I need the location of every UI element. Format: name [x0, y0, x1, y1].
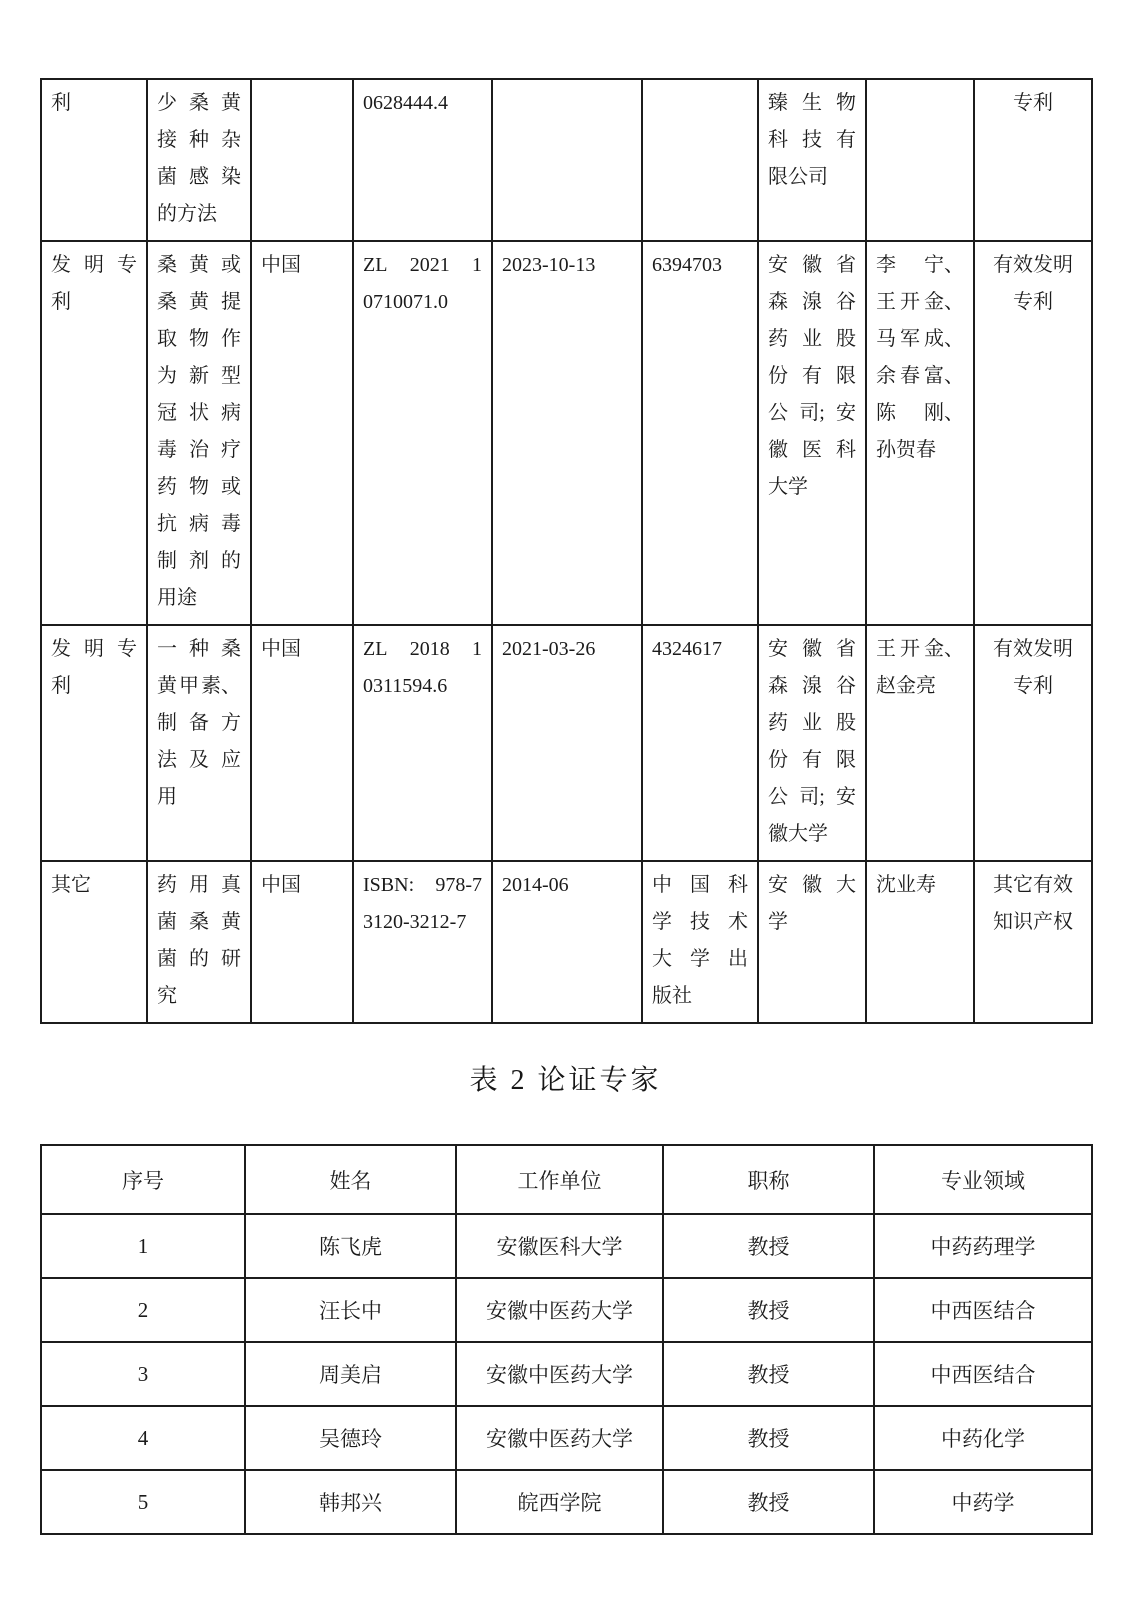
cell-line: 王 开 金、: [876, 291, 964, 313]
cell-line: 王 开 金、: [876, 638, 964, 660]
cell-line: 学 技 术: [652, 911, 748, 933]
cell-line: 利: [51, 675, 71, 697]
expert-row: [41, 1406, 1092, 1470]
expert-workunit-cell: 安徽中医药大学: [456, 1406, 663, 1470]
inventors-cell: [866, 861, 974, 1023]
cell-line: 2021-03-26: [502, 638, 596, 660]
date-cell: [492, 241, 642, 625]
cell-line: 一 种 桑: [157, 638, 241, 660]
status-cell: [974, 79, 1092, 241]
expert-workunit-cell: 安徽中医药大学: [456, 1342, 663, 1406]
cell-line: 抗 病 毒: [157, 513, 241, 535]
patent-type-cell: [41, 861, 147, 1023]
expert-title-cell: 教授: [663, 1406, 874, 1470]
cell-line: 中国: [261, 874, 301, 896]
cell-line: ISBN: 978-7: [363, 874, 482, 896]
cell-line: 菌 桑 黄: [157, 911, 241, 933]
cell-line: 利: [51, 291, 71, 313]
patent-type-cell: [41, 79, 147, 241]
cell-line: ZL 2018 1: [363, 638, 482, 660]
cell-line: 少 桑 黄: [157, 92, 241, 114]
patent-number-cell: [353, 861, 492, 1023]
expert-row: [41, 1278, 1092, 1342]
cell-line: 药 业 股: [768, 328, 856, 350]
cell-line: 桑 黄 提: [157, 291, 241, 313]
expert-workunit-cell: 皖西学院: [456, 1470, 663, 1534]
patent-number-cell: [353, 625, 492, 861]
cell-line: 接 种 杂: [157, 129, 241, 151]
expert-name-cell: 汪长中: [245, 1278, 456, 1342]
cell-line: 发 明 专: [51, 638, 137, 660]
country-cell: [251, 79, 353, 241]
expert-name-cell: 陈飞虎: [245, 1214, 456, 1278]
table2-title: 表 2 论证专家: [469, 1065, 662, 1096]
cell-line: 2023-10-13: [502, 254, 596, 276]
patent-row: [41, 861, 1092, 1023]
cell-line: 利: [51, 92, 71, 114]
cell-line: 用途: [157, 587, 197, 609]
cell-line: 安 徽 大: [768, 874, 856, 896]
cell-line: 制 备 方: [157, 712, 241, 734]
cell-line: 安 徽 省: [768, 254, 856, 276]
cell-line: 其它有效: [993, 874, 1073, 896]
cell-line: 中 国 科: [652, 874, 748, 896]
cell-line: 沈业寿: [876, 874, 936, 896]
inventors-cell: [866, 241, 974, 625]
cell-line: 李 宁、: [876, 254, 964, 276]
cell-line: 徽大学: [768, 823, 828, 845]
owner-cell: [758, 625, 866, 861]
cell-line: 学: [768, 911, 788, 933]
cell-line: 4324617: [652, 638, 722, 660]
patent-row: [41, 625, 1092, 861]
cell-line: 份 有 限: [768, 749, 856, 771]
experts-header-cell: 序号: [41, 1145, 245, 1214]
expert-row: [41, 1342, 1092, 1406]
certificate-number-cell: [642, 861, 758, 1023]
cell-line: 用: [157, 786, 177, 808]
experts-header-row: [41, 1145, 1092, 1214]
cell-line: 0311594.6: [363, 675, 448, 697]
expert-index-cell: 2: [41, 1278, 245, 1342]
cell-line: 中国: [261, 638, 301, 660]
cell-line: 专利: [1013, 92, 1053, 114]
expert-workunit-cell: 安徽中医药大学: [456, 1278, 663, 1342]
patent-row: [41, 241, 1092, 625]
expert-title-cell: 教授: [663, 1214, 874, 1278]
cell-line: 知识产权: [993, 911, 1073, 933]
cell-line: 药 业 股: [768, 712, 856, 734]
expert-name-cell: 吴德玲: [245, 1406, 456, 1470]
cell-line: 3120-3212-7: [363, 911, 467, 933]
cell-line: 6394703: [652, 254, 722, 276]
cell-line: 为 新 型: [157, 365, 241, 387]
patent-title-cell: [147, 241, 251, 625]
cell-line: 科 技 有: [768, 129, 856, 151]
expert-index-cell: 5: [41, 1470, 245, 1534]
cell-line: 专利: [1013, 675, 1053, 697]
patent-table: [40, 78, 1093, 1024]
expert-title-cell: 教授: [663, 1278, 874, 1342]
owner-cell: [758, 79, 866, 241]
expert-index-cell: 4: [41, 1406, 245, 1470]
cell-line: 有效发明: [993, 254, 1073, 276]
date-cell: [492, 861, 642, 1023]
cell-line: 2014-06: [502, 874, 569, 896]
cell-line: 大学: [768, 476, 808, 498]
patent-type-cell: [41, 241, 147, 625]
cell-line: 公 司; 安: [768, 402, 856, 424]
cell-line: 马 军 成、: [876, 328, 964, 350]
cell-line: 公 司; 安: [768, 786, 856, 808]
cell-line: 有效发明: [993, 638, 1073, 660]
expert-index-cell: 3: [41, 1342, 245, 1406]
cell-line: 制 剂 的: [157, 550, 241, 572]
cell-line: 余 春 富、: [876, 365, 964, 387]
cell-line: 安 徽 省: [768, 638, 856, 660]
cell-line: 臻 生 物: [768, 92, 856, 114]
patent-title-cell: [147, 625, 251, 861]
cell-line: 徽 医 科: [768, 439, 856, 461]
cell-line: 法 及 应: [157, 749, 241, 771]
status-cell: [974, 861, 1092, 1023]
patent-type-cell: [41, 625, 147, 861]
cell-line: 孙贺春: [876, 439, 936, 461]
cell-line: 份 有 限: [768, 365, 856, 387]
expert-field-cell: 中西医结合: [874, 1342, 1092, 1406]
cell-line: ZL 2021 1: [363, 254, 482, 276]
expert-row: [41, 1470, 1092, 1534]
cell-line: 发 明 专: [51, 254, 137, 276]
cell-line: 陈 刚、: [876, 402, 964, 424]
cell-line: 赵金亮: [876, 675, 936, 697]
patent-number-cell: [353, 79, 492, 241]
certificate-number-cell: [642, 625, 758, 861]
country-cell: [251, 241, 353, 625]
expert-index-cell: 1: [41, 1214, 245, 1278]
patent-number-cell: [353, 241, 492, 625]
cell-line: 药 物 或: [157, 476, 241, 498]
expert-name-cell: 韩邦兴: [245, 1470, 456, 1534]
cell-line: 0710071.0: [363, 291, 448, 313]
cell-line: 0628444.4: [363, 92, 448, 114]
cell-line: 森 湶 谷: [768, 291, 856, 313]
cell-line: 毒 治 疗: [157, 439, 241, 461]
country-cell: [251, 861, 353, 1023]
cell-line: 限公司: [768, 166, 828, 188]
cell-line: 大 学 出: [652, 948, 748, 970]
expert-workunit-cell: 安徽医科大学: [456, 1214, 663, 1278]
cell-line: 版社: [652, 985, 692, 1007]
cell-line: 黄 甲 素、: [157, 675, 241, 697]
expert-row: [41, 1214, 1092, 1278]
owner-cell: [758, 861, 866, 1023]
country-cell: [251, 625, 353, 861]
inventors-cell: [866, 625, 974, 861]
expert-name-cell: 周美启: [245, 1342, 456, 1406]
expert-field-cell: 中西医结合: [874, 1278, 1092, 1342]
cell-line: 药 用 真: [157, 874, 241, 896]
cell-line: 菌 感 染: [157, 166, 241, 188]
cell-line: 森 湶 谷: [768, 675, 856, 697]
experts-header-cell: 职称: [663, 1145, 874, 1214]
certificate-number-cell: [642, 79, 758, 241]
expert-title-cell: 教授: [663, 1470, 874, 1534]
certificate-number-cell: [642, 241, 758, 625]
patent-row: [41, 79, 1092, 241]
experts-header-cell: 专业领域: [874, 1145, 1092, 1214]
date-cell: [492, 625, 642, 861]
experts-table: [40, 1144, 1093, 1535]
cell-line: 取 物 作: [157, 328, 241, 350]
cell-line: 桑 黄 或: [157, 254, 241, 276]
cell-line: 菌 的 研: [157, 948, 241, 970]
expert-field-cell: 中药学: [874, 1470, 1092, 1534]
patent-title-cell: [147, 79, 251, 241]
cell-line: 冠 状 病: [157, 402, 241, 424]
status-cell: [974, 241, 1092, 625]
cell-line: 究: [157, 985, 177, 1007]
inventors-cell: [866, 79, 974, 241]
date-cell: [492, 79, 642, 241]
cell-line: 的方法: [157, 203, 217, 225]
expert-title-cell: 教授: [663, 1342, 874, 1406]
owner-cell: [758, 241, 866, 625]
status-cell: [974, 625, 1092, 861]
cell-line: 中国: [261, 254, 301, 276]
experts-header-cell: 姓名: [245, 1145, 456, 1214]
expert-field-cell: 中药化学: [874, 1406, 1092, 1470]
experts-header-cell: 工作单位: [456, 1145, 663, 1214]
patent-title-cell: [147, 861, 251, 1023]
cell-line: 专利: [1013, 291, 1053, 313]
expert-field-cell: 中药药理学: [874, 1214, 1092, 1278]
cell-line: 其它: [51, 874, 91, 896]
